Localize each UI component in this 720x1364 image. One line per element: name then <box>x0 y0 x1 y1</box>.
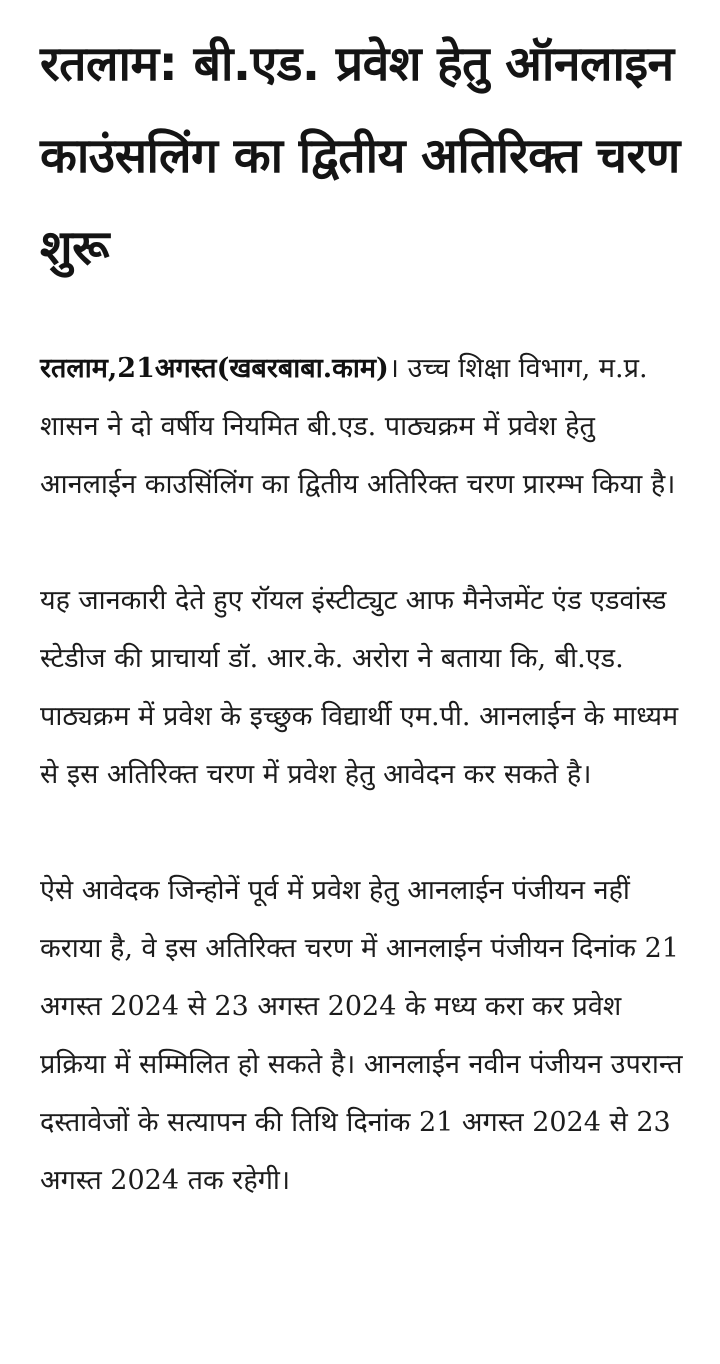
article-paragraph-1-text: । उच्च शिक्षा विभाग, म.प्र. शासन ने दो वर्षीय नियमित बी.एड. पाठ्यक्रम में प्रवेश हेतु आनलाईन काउसिंलिंग का द्वितीय अतिरिक्त चरण प्रारम्भ किया है। <box>40 353 676 500</box>
article-paragraph-2: यह जानकारी देते हुए रॉयल इंस्टीट्युट आफ मैनेजमेंट एंड एडवांस्ड स्टेडीज की प्राचार्या डॉ. आर.के. अरोरा ने बताया कि, बी.एड. पाठ्यक्रम में प्रवेश के इच्छुक विद्यार्थी एम.पी. आनलाईन के माध्यम से इस अतिरिक्त चरण में प्रवेश हेतु आवेदन कर सकते है। <box>40 585 679 790</box>
article-dateline: रतलाम,21अगस्त(खबरबाबा.काम) <box>40 353 389 384</box>
article-headline: रतलाम: बी.एड. प्रवेश हेतु ऑनलाइन काउंसलिंग का द्वितीय अतिरिक्त चरण शुरू <box>40 36 680 276</box>
article-paragraph-1 <box>40 340 686 514</box>
article-paragraph-3: ऐसे आवेदक जिन्होनें पूर्व में प्रवेश हेतु आनलाईन पंजीयन नहीं कराया है, वे इस अतिरिक्त चरण में आनलाईन पंजीयन दिनांक 21 अगस्त 2024 से 23 अगस्त 2024 के मध्य करा कर प्रवेश प्रक्रिया में सम्मिलित हो सकते है। आनलाईन नवीन पंजीयन उपरान्त दस्तावेजों के सत्यापन की तिथि दिनांक 21 अगस्त 2024 से 23 अगस्त 2024 तक रहेगी। <box>40 875 683 1196</box>
article-body <box>40 340 686 1210</box>
